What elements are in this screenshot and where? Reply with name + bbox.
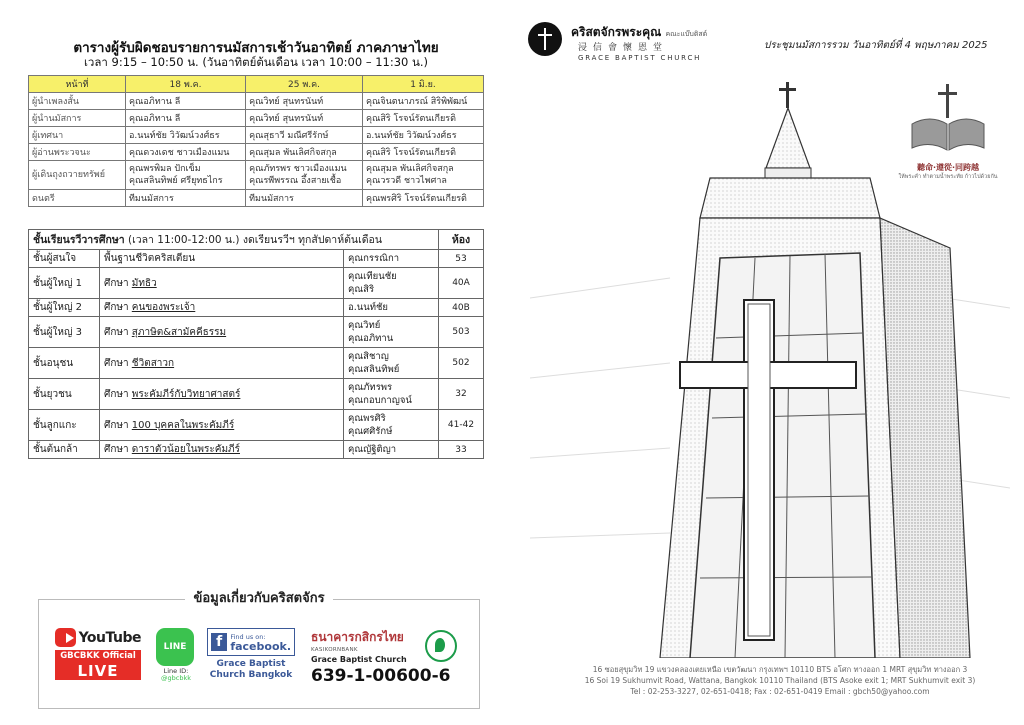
duty-cell: คุณสุธาวี มณีศรีรักษ์ (246, 127, 363, 144)
class-room: 503 (439, 317, 484, 348)
duty-header: 1 มิ.ย. (362, 76, 483, 93)
duty-name: คุณพรพิมล ปักเข็ม (129, 164, 201, 174)
duty-cell: ทีมนมัสการ (246, 190, 363, 207)
duty-name: คุณสุมล พันเลิศกิจสกุล (365, 164, 454, 174)
class-level: ชั้นยุวชน (29, 379, 100, 410)
class-level: ชั้นลูกแกะ (29, 410, 100, 441)
duty-role: ผู้นำเพลงสั้น (29, 93, 126, 110)
class-room: 502 (439, 348, 484, 379)
contact-line: Tel : 02-253-3227, 02-651-0418; Fax : 02-651-0419 Email : gbch50@yahoo.com (630, 687, 930, 696)
class-subject-text: พระคัมภีร์กับวิทยาศาสตร์ (131, 388, 241, 400)
duty-row (29, 144, 484, 161)
class-row (29, 250, 484, 268)
teacher-name: คุณวิทย์ (348, 320, 381, 331)
duty-role: ผู้อ่านพระวจนะ (29, 144, 126, 161)
duty-header: หน้าที่ (29, 76, 126, 93)
theme-emblem (896, 80, 1000, 181)
class-subject-text: มัทธิว (131, 277, 157, 289)
teacher-name: คุณกอบกาญจน์ (348, 395, 412, 406)
duty-name: คุณภัทรพร ชาวเมืองแมน (249, 164, 347, 174)
duty-cell: คุณวิทย์ สุนทรนันท์ (246, 110, 363, 127)
class-teacher (344, 317, 439, 348)
class-teacher (344, 348, 439, 379)
church-cross-logo-icon (528, 22, 562, 56)
class-header-row (29, 230, 484, 250)
duty-cell: คุณสุมล พันเลิศกิจสกุล (246, 144, 363, 161)
teacher-name: คุณสิชาญ (348, 351, 389, 362)
youtube-wordmark: YouTube (78, 629, 141, 646)
duty-row (29, 190, 484, 207)
duty-role: ผู้เทศนา (29, 127, 126, 144)
facebook-icon: f (211, 633, 227, 651)
class-subject-text: 100 บุคคลในพระคัมภีร์ (131, 419, 235, 431)
duty-role: ผู้นำนมัสการ (29, 110, 126, 127)
class-subject-prefix: ศึกษา (104, 277, 132, 289)
class-row (29, 379, 484, 410)
class-room: 33 (439, 441, 484, 459)
service-date: ประชุมนมัสการรวม วันอาทิตย์ที่ 4 พฤษภาคม 2025 (764, 40, 988, 51)
class-subject (100, 268, 344, 299)
facebook-wordmark: facebook. (230, 640, 291, 653)
duty-cell (362, 161, 483, 190)
class-subject-prefix: ศึกษา (104, 388, 132, 400)
class-subject (100, 299, 344, 317)
class-row (29, 299, 484, 317)
duty-cell: คุณสิริ โรจน์รัตนเกียรติ (362, 110, 483, 127)
bank-account-name: Grace Baptist Church (311, 655, 407, 664)
teacher-name: คุณสิริ (348, 284, 375, 295)
church-address (560, 664, 1000, 697)
duty-cell: คุณอภิทาน ลี (126, 93, 246, 110)
duty-cell: คุณวิทย์ สุนทรนันท์ (246, 93, 363, 110)
class-room: 40B (439, 299, 484, 317)
bank-account-number: 639-1-00600-6 (311, 666, 451, 686)
duty-table (28, 75, 484, 207)
duty-cell: คุณอภิทาน ลี (126, 110, 246, 127)
duty-cell: อ.นนท์ชัย วิวัฒน์วงศ์ธร (362, 127, 483, 144)
class-teacher (344, 379, 439, 410)
youtube-channel: GBCBKK Official (55, 650, 141, 662)
duty-row (29, 161, 484, 190)
duty-cell: คุณพรศิริ โรจน์รัตนเกียรติ (362, 190, 483, 207)
class-teacher: คุณกรรณิกา (344, 250, 439, 268)
class-header-bold: ชั้นเรียนรวีวารศึกษา (33, 234, 125, 246)
duty-row (29, 127, 484, 144)
church-name-en: GRACE BAPTIST CHURCH (578, 54, 702, 62)
youtube-live-badge: LIVE (55, 662, 141, 680)
class-subject (100, 379, 344, 410)
duty-role: ดนตรี (29, 190, 126, 207)
youtube-logo (55, 628, 141, 647)
class-table (28, 229, 484, 459)
teacher-name: คุณภัทรพร (348, 382, 393, 393)
class-subject-prefix: ศึกษา (104, 357, 132, 369)
class-room: 53 (439, 250, 484, 268)
emblem-cn-text: 聽命·遵從·同跨越 (916, 163, 980, 172)
class-teacher (344, 268, 439, 299)
church-name-th: คริสตจักรพระคุณ คณะแบ๊บติสต์ (571, 25, 708, 39)
class-teacher: คุณญัฐิติญา (344, 441, 439, 459)
class-row (29, 317, 484, 348)
duty-cell: คุณดวงเดช ชาวเมืองแมน (126, 144, 246, 161)
kasikorn-logo-icon (425, 630, 457, 662)
class-level: ชั้นอนุชน (29, 348, 100, 379)
room-header: ห้อง (439, 230, 484, 250)
class-subject-text: คนของพระเจ้า (131, 302, 196, 313)
line-id: Line ID: @gbcbkk (161, 667, 191, 682)
church-name-cn: 浸信會懷恩堂 (578, 43, 669, 53)
class-subject-prefix: ศึกษา (104, 302, 132, 313)
duty-subtitle: เวลา 9:15 – 10:50 น. (วันอาทิตย์ต้นเดือน เวลา 10:00 – 11:30 น.) (83, 55, 429, 69)
class-level: ชั้นต้นกล้า (29, 441, 100, 459)
duty-title: ตารางผู้รับผิดชอบรายการนมัสการเช้าวันอาทิตย์ ภาคภาษาไทย (73, 40, 439, 56)
teacher-name: คุณศศิรักษ์ (348, 426, 393, 437)
bank-name: ธนาคารกสิกรไทย (311, 630, 404, 644)
bank-name-en: KASIKORNBANK (311, 647, 358, 653)
facebook-link[interactable] (207, 628, 295, 681)
class-teacher: อ.นนท์ชัย (344, 299, 439, 317)
class-subject-prefix: ศึกษา (104, 419, 132, 431)
facebook-badge (207, 628, 295, 656)
class-subject-prefix: ศึกษา (104, 444, 132, 455)
duty-name: คุณวรวดี ชาวไพศาล (365, 176, 447, 186)
address-en: 16 Soi 19 Sukhumvit Road, Wattana, Bangkok 10110 Thailand (BTS Asoke exit 1; MRT Sukhumvit exit 3) (584, 676, 976, 685)
class-header-rest: (เวลา 11:00-12:00 น.) งดเรียนรวีฯ ทุกสัปดาห์ต้นเดือน (124, 234, 383, 246)
facebook-page-name: Grace Baptist Church Bangkok (209, 659, 293, 680)
duty-cell: อ.นนท์ชัย วิวัฒน์วงศ์ธร (126, 127, 246, 144)
duty-cell: คุณจินตนาภรณ์ สิริพิพัฒน์ (362, 93, 483, 110)
class-subject (100, 441, 344, 459)
class-room: 40A (439, 268, 484, 299)
teacher-name: คุณอภิทาน (348, 333, 394, 344)
church-info-box (38, 591, 480, 709)
class-room: 32 (439, 379, 484, 410)
class-subject-prefix: ศึกษา (104, 326, 132, 338)
class-subject-text: ชีวิตสาวก (131, 357, 175, 369)
duty-header: 18 พ.ค. (126, 76, 246, 93)
duty-row (29, 110, 484, 127)
class-row (29, 268, 484, 299)
duty-cell: คุณสิริ โรจน์รัตนเกียรติ (362, 144, 483, 161)
church-info-title: ข้อมูลเกี่ยวกับคริสตจักร (39, 587, 479, 608)
class-level: ชั้นผู้ใหญ่ 3 (29, 317, 100, 348)
class-room: 41-42 (439, 410, 484, 441)
class-subject (100, 250, 344, 268)
class-subject (100, 348, 344, 379)
class-row (29, 410, 484, 441)
duty-name: คุณรพีพรรณ อึ้งสายเชื้อ (249, 176, 342, 186)
class-level: ชั้นผู้ใหญ่ 1 (29, 268, 100, 299)
duty-cell (246, 161, 363, 190)
line-link[interactable] (156, 628, 196, 682)
teacher-name: คุณพรศิริ (348, 413, 386, 424)
duty-header-row (29, 76, 484, 93)
class-subject-text: พื้นฐานชีวิตคริสเตียน (104, 253, 196, 264)
class-header (29, 230, 439, 250)
duty-header: 25 พ.ค. (246, 76, 363, 93)
youtube-link[interactable] (55, 628, 141, 688)
class-row (29, 348, 484, 379)
duty-name: คุณสลินทิพย์ ศรียุทธไกร (129, 176, 223, 186)
duty-cell (126, 161, 246, 190)
duty-cell: ทีมนมัสการ (126, 190, 246, 207)
class-level: ชั้นผู้สนใจ (29, 250, 100, 268)
class-teacher (344, 410, 439, 441)
line-icon: LINE (156, 628, 194, 666)
duty-row (29, 93, 484, 110)
address-th: 16 ซอยสุขุมวิท 19 แขวงคลองเตยเหนือ เขตวัฒนา กรุงเทพฯ 10110 BTS อโศก ทางออก 1 MRT สุขุมวิท ทางออก 3 (592, 665, 968, 674)
teacher-name: คุณสลินทิพย์ (348, 364, 400, 375)
class-row (29, 441, 484, 459)
class-subject-text: สุภาษิต&สามัคคีธรรม (131, 326, 227, 338)
class-subject (100, 410, 344, 441)
youtube-play-icon (55, 628, 76, 647)
facebook-find-text: Find us on: (230, 633, 266, 641)
bible-cross-icon (906, 80, 990, 156)
bank-account (311, 628, 461, 686)
class-level: ชั้นผู้ใหญ่ 2 (29, 299, 100, 317)
teacher-name: คุณเทียนชัย (348, 271, 397, 282)
duty-role: ผู้เดินถุงถวายทรัพย์ (29, 161, 126, 190)
class-subject-text: ดาราตัวน้อยในพระคัมภีร์ (131, 444, 240, 455)
emblem-th-text: ให้พระคำ ทำตามน้ำพระทัย ก้าวไปด้วยกัน (898, 174, 998, 180)
class-subject (100, 317, 344, 348)
